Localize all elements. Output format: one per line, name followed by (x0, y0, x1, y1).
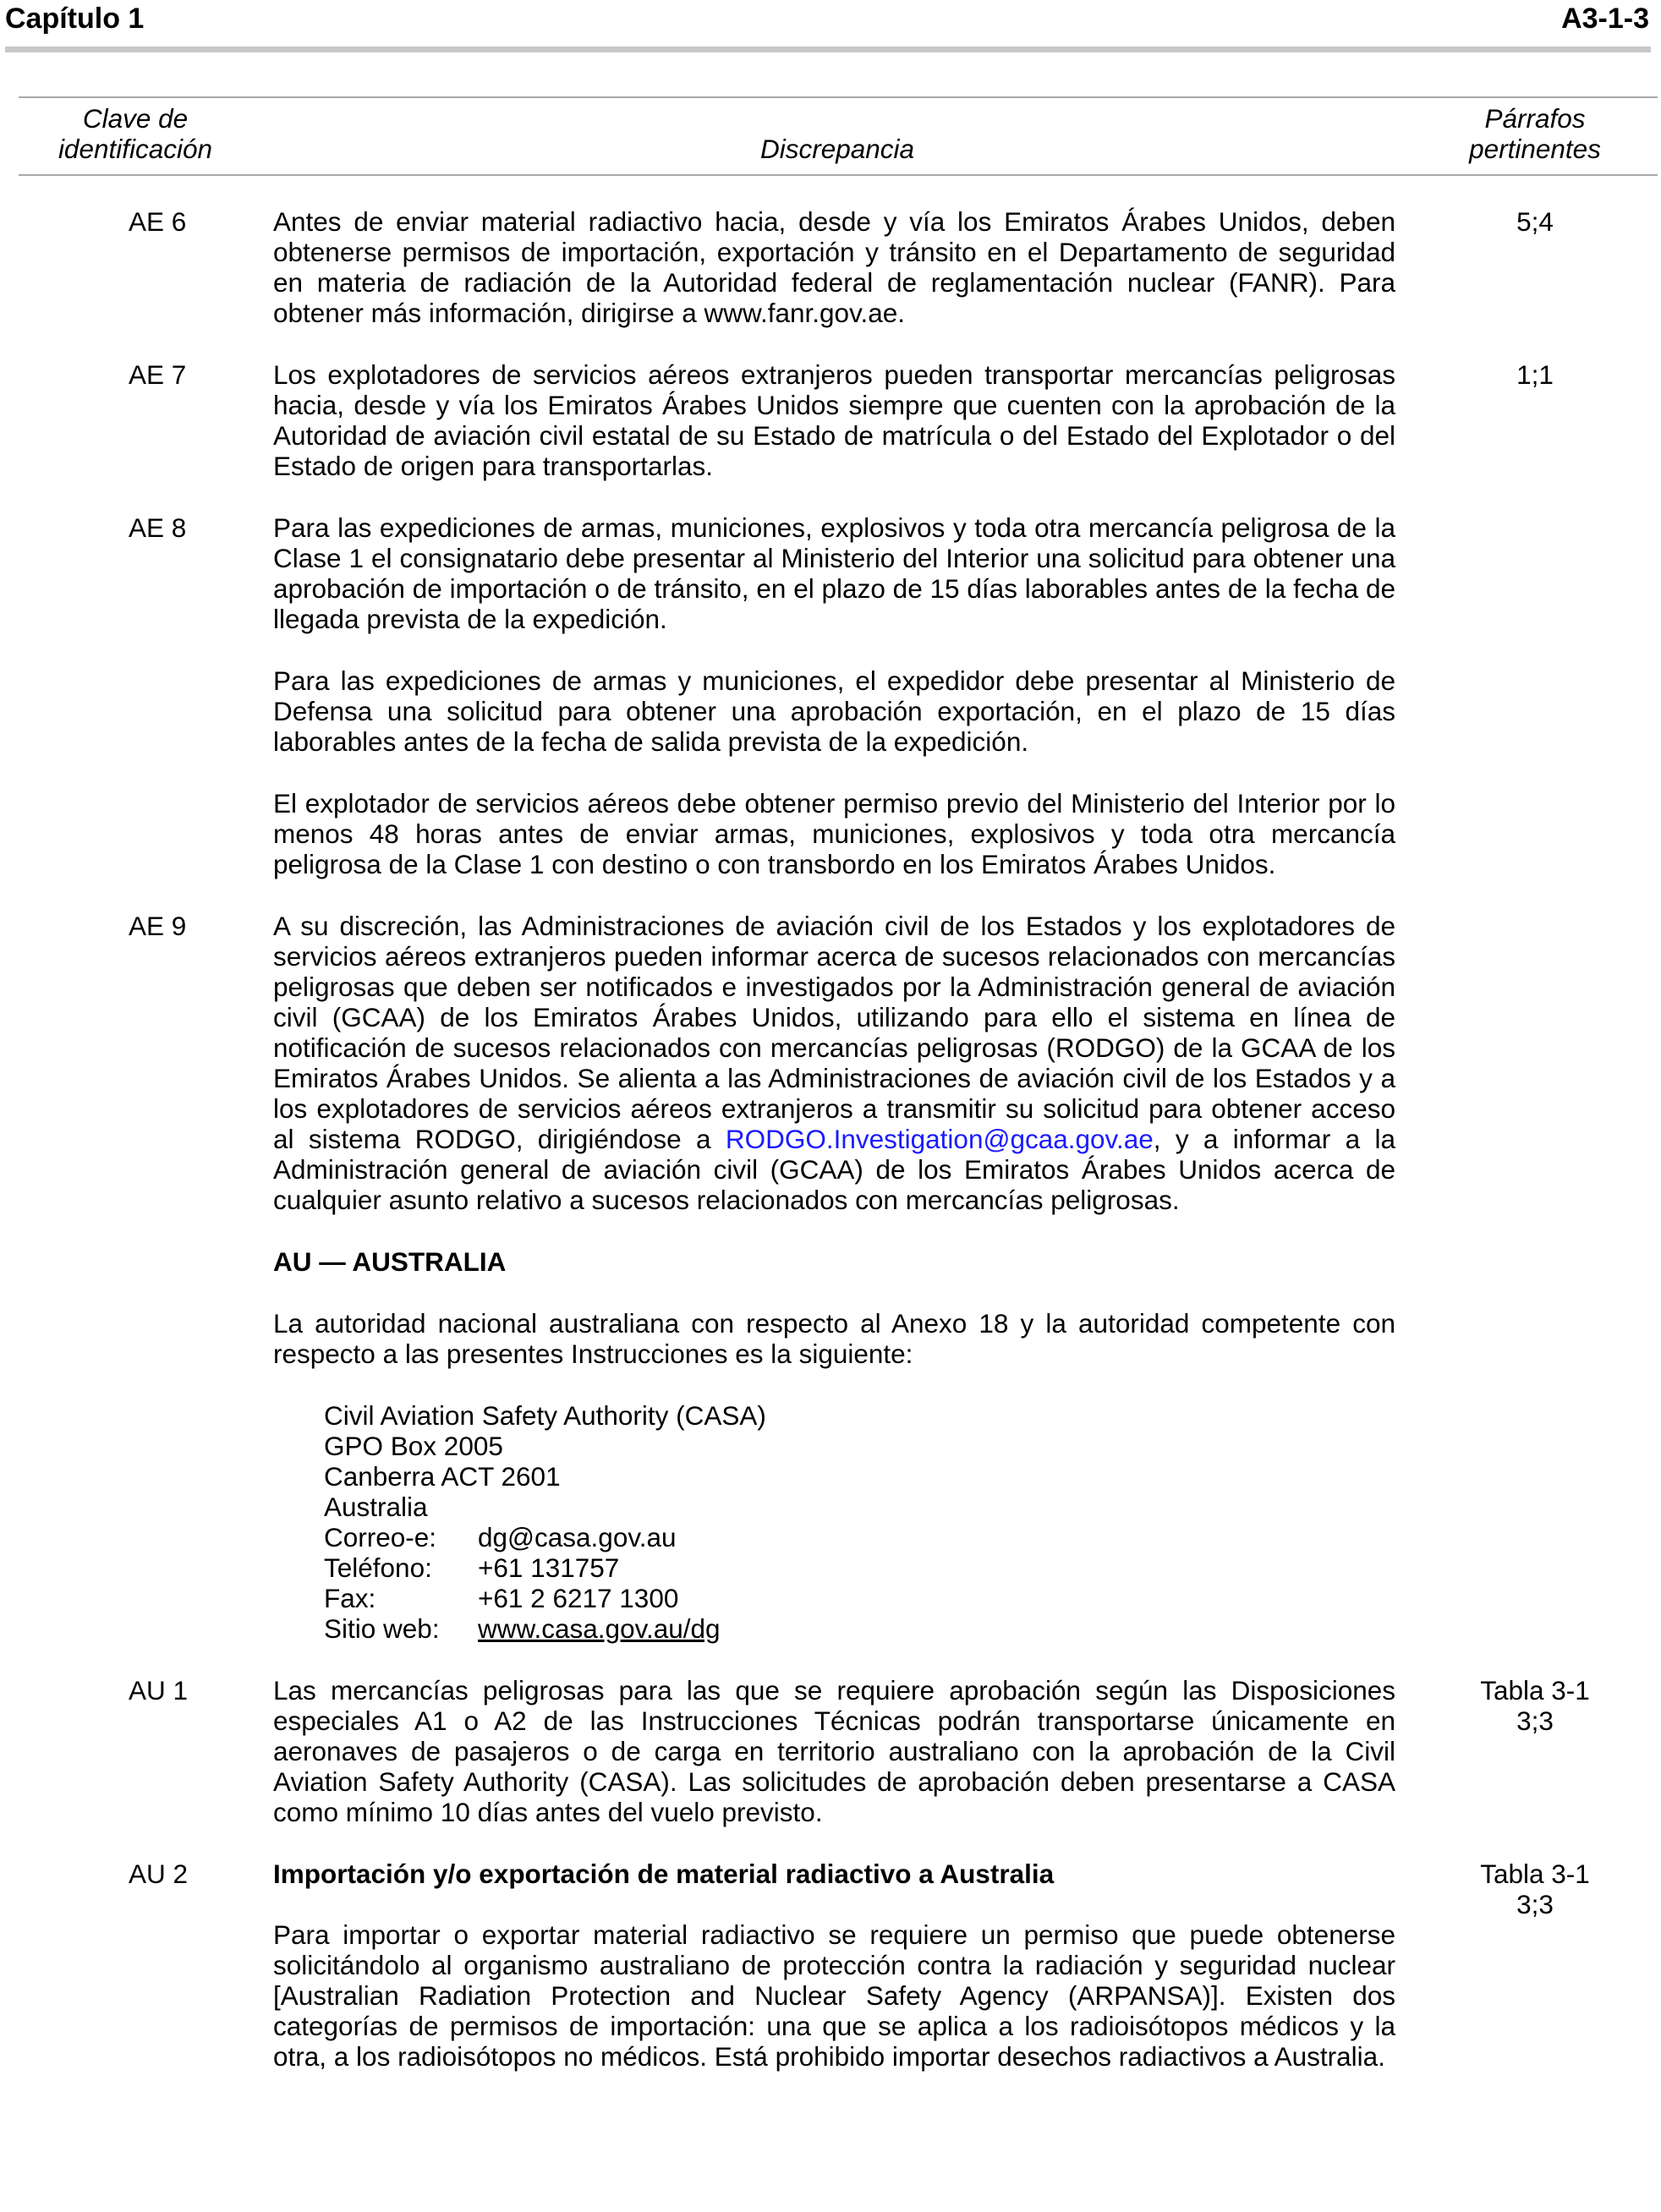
address-line: GPO Box 2005 (324, 1431, 503, 1461)
address-line: Canberra ACT 2601 (324, 1461, 561, 1492)
entry-key: AE 7 (129, 359, 187, 390)
rodgo-email-link[interactable]: RODGO.Investigation@gcaa.gov.ae (725, 1124, 1154, 1154)
web-label: Sitio web: (324, 1613, 440, 1644)
entry-reference-line: Tabla 3-1 (1480, 1859, 1590, 1889)
column-header-paragraphs (1434, 103, 1636, 164)
australia-intro: La autoridad nacional australiana con respecto al Anexo 18 y la autoridad competente con respecto a las presentes Instrucciones es la siguiente: (273, 1308, 1395, 1369)
entry-text: Las mercancías peligrosas para las que se requiere aprobación según las Disposiciones especiales A1 o A2 de las Instrucciones Técnicas podrán transportarse únicamente en aeronaves de pasajeros o de carga en territorio australiano con la aprobación de la Civil Aviation Safety Authority (CASA). Las solicitudes de aprobación deben presentarse a CASA como mínimo 10 días antes del vuelo previsto. (273, 1675, 1395, 1827)
email-label: Correo-e: (324, 1522, 437, 1552)
entry-reference-line: Tabla 3-1 (1480, 1675, 1590, 1706)
entry-key: AE 6 (129, 206, 187, 237)
entry-text: Antes de enviar material radiactivo hacia, desde y vía los Emiratos Árabes Unidos, deben obtenerse permisos de importación, exportación y tránsito en el Departamento de seguridad en materia de radiación de la Autoridad federal de reglamentación nuclear (FANR). Para obtener más información, dirigirse a www.fanr.gov.ae. (273, 206, 1395, 328)
entry-subheading: Importación y/o exportación de material radiactivo a Australia (273, 1859, 1055, 1889)
entry-key: AE 9 (129, 911, 187, 941)
fax-value: +61 2 6217 1300 (478, 1583, 679, 1613)
web-link[interactable]: www.casa.gov.au/dg (478, 1613, 721, 1644)
entry-text (273, 911, 1395, 1215)
column-header-paragraphs-line2: pertinentes (1469, 134, 1601, 164)
entry-text: Para las expediciones de armas, municiones, explosivos y toda otra mercancía peligrosa de la Clase 1 el consignatario debe presentar al Ministerio del Interior una solicitud para obtener una aprobación de importación o de tránsito, en el plazo de 15 días laborables antes de la fecha de llegada prevista de la expedición. (273, 512, 1395, 634)
entry-ae8 (0, 512, 1661, 879)
address-phone-row (324, 1552, 1661, 1583)
entry-text: El explotador de servicios aéreos debe obtener permiso previo del Ministerio del Interior por lo menos 48 horas antes de enviar armas, municiones, explosivos y toda otra mercancía peligrosa de la Clase 1 con destino o con transbordo en los Emiratos Árabes Unidos. (273, 788, 1395, 879)
column-header-paragraphs-line1: Párrafos (1484, 103, 1586, 134)
entry-key: AU 2 (129, 1859, 189, 1889)
entry-text-part: A su discreción, las Administraciones de aviación civil de los Estados y los explotadores de servicios aéreos extranjeros pueden informar acerca de sucesos relacionados con mercancías peligrosas que deben ser notificados e investigados por la Administración general de aviación civil (GCAA) de los Emiratos Árabes Unidos, utilizando para ello el sistema en línea de notificación de sucesos relacionados con mercancías peligrosas (RODGO) de la GCAA de los Emiratos Árabes Unidos. Se alienta a las Administraciones de aviación civil de los Estados y a los explotadores de servicios aéreos extranjeros a transmitir su solicitud para obtener acceso al sistema RODGO, dirigiéndose a (273, 911, 1395, 1154)
section-title-australia: AU — AUSTRALIA (273, 1246, 507, 1277)
column-header-key-line2: identificación (58, 134, 213, 164)
entry-key: AE 8 (129, 512, 187, 543)
entry-text-part: , y a informar a la Administración general de aviación civil (GCAA) de los Emiratos Árabes Unidos acerca de cualquier asunto relativo a sucesos relacionados con mercancías peligrosas. (273, 1124, 1395, 1215)
phone-value: +61 131757 (478, 1552, 620, 1583)
table-header-bottom-rule (19, 174, 1658, 176)
casa-address-block (324, 1400, 1661, 1644)
page-header (0, 0, 1661, 51)
chapter-title: Capítulo 1 (5, 3, 145, 35)
entry-reference: 5;4 (1516, 206, 1554, 237)
phone-label: Teléfono: (324, 1552, 432, 1583)
column-header-discrepancy: Discrepancia (759, 134, 915, 164)
entry-reference-line: 3;3 (1516, 1706, 1554, 1736)
address-fax-row (324, 1583, 1661, 1613)
header-divider (5, 47, 1651, 52)
entry-reference-line: 3;3 (1516, 1889, 1554, 1919)
entry-ae7 (0, 359, 1661, 481)
entry-ae9 (0, 911, 1661, 1215)
entry-reference (1438, 1859, 1632, 1919)
entry-key: AU 1 (129, 1675, 189, 1706)
email-value[interactable]: dg@casa.gov.au (478, 1522, 677, 1552)
entry-text: Para importar o exportar material radiactivo se requiere un permiso que puede obtenerse solicitándolo al organismo australiano de protección contra la radiación y seguridad nuclear [Australian Radiation Protection and Nuclear Safety Agency (ARPANSA)]. Existen dos categorías de permisos de importación: una que se aplica a los radioisótopos médicos y la otra, a los radioisótopos no médicos. Está prohibido importar desechos radiactivos a Australia. (273, 1919, 1395, 2072)
address-web-row (324, 1613, 1661, 1644)
entry-reference (1438, 1675, 1632, 1736)
page-number: A3-1-3 (1561, 3, 1649, 35)
fax-label: Fax: (324, 1583, 376, 1613)
entry-ae6 (0, 206, 1661, 328)
address-line: Civil Aviation Safety Authority (CASA) (324, 1400, 766, 1431)
address-line: Australia (324, 1492, 428, 1522)
table-column-headers (0, 98, 1661, 174)
entry-au2 (0, 1859, 1661, 2072)
entry-text: Para las expediciones de armas y municiones, el expedidor debe presentar al Ministerio de Defensa una solicitud para obtener una aprobación exportación, en el plazo de 15 días laborables antes de la fecha de salida prevista de la expedición. (273, 665, 1395, 757)
document-body (0, 206, 1661, 2103)
entry-reference: 1;1 (1516, 359, 1554, 390)
column-header-key-line1: Clave de (82, 103, 189, 134)
entry-au1 (0, 1675, 1661, 1827)
address-email-row (324, 1522, 1661, 1552)
column-header-key (34, 103, 237, 164)
entry-text: Los explotadores de servicios aéreos extranjeros pueden transportar mercancías peligrosas hacia, desde y vía los Emiratos Árabes Unidos siempre que cuenten con la aprobación de la Autoridad de aviación civil estatal de su Estado de matrícula o del Estado del Explotador o del Estado de origen para transportarlas. (273, 359, 1395, 481)
